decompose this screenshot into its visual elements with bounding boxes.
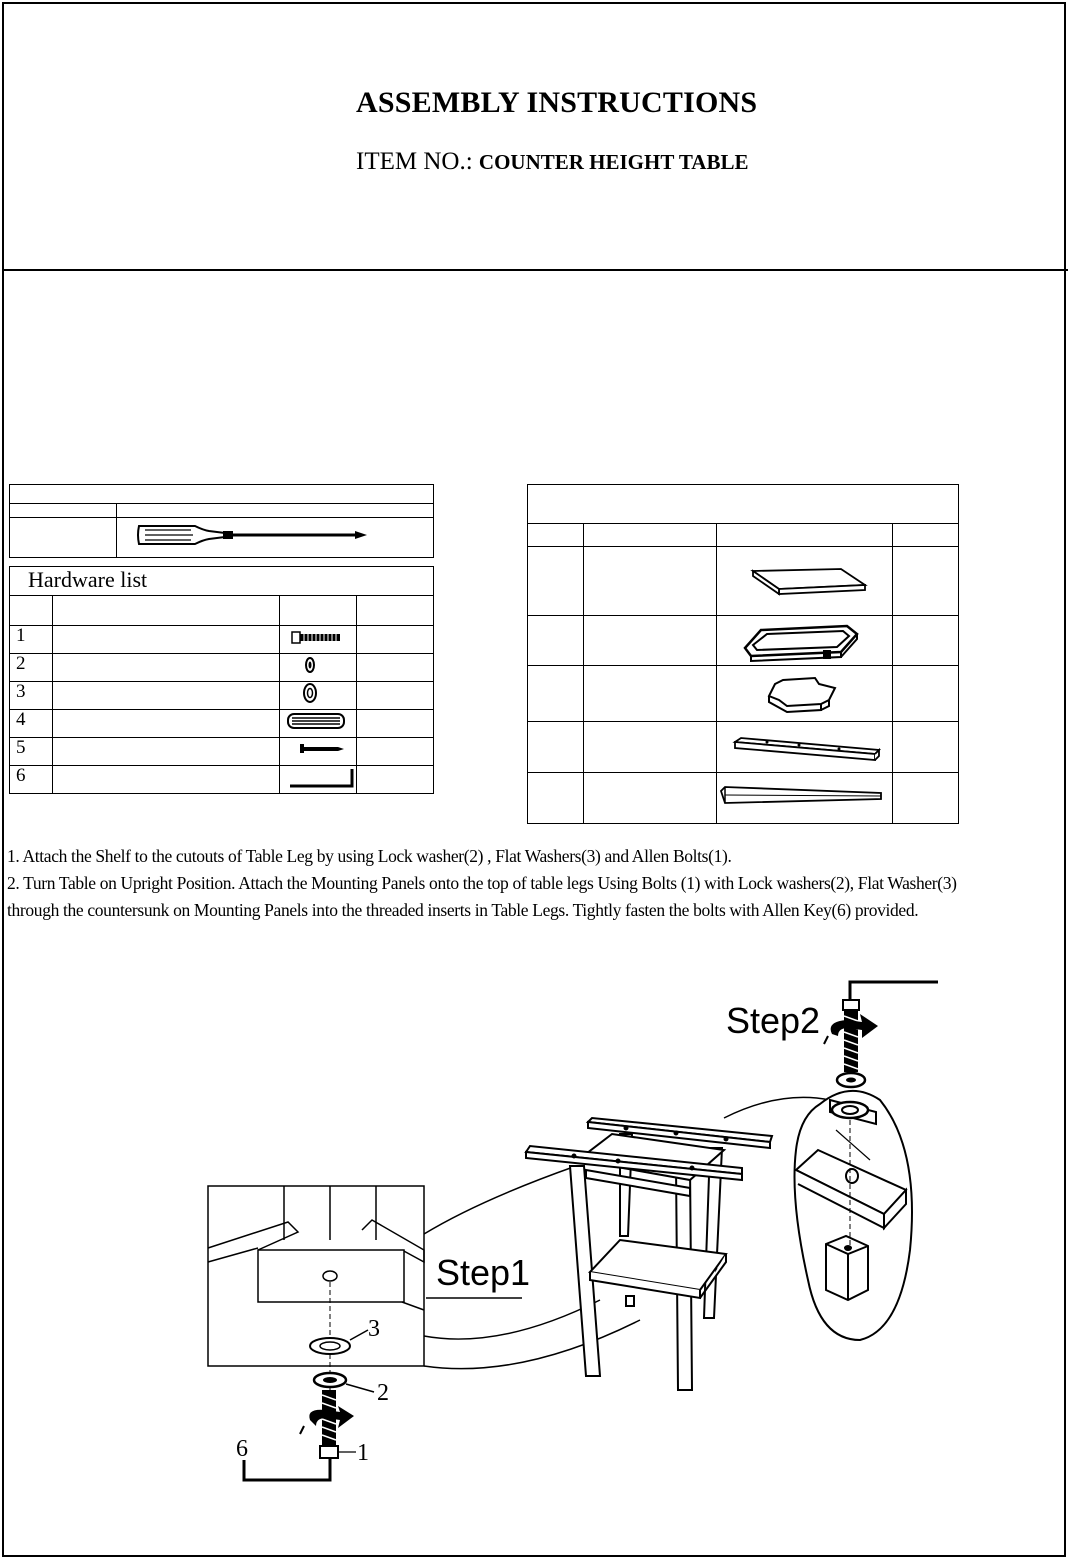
callout-2: 2: [377, 1380, 389, 1406]
hardware-num: 5: [10, 738, 53, 766]
callout-6: 6: [236, 1436, 248, 1462]
item-value: COUNTER HEIGHT TABLE: [478, 150, 749, 174]
hardware-num: 2: [10, 654, 53, 682]
step2-label: Step2: [726, 1000, 821, 1041]
table-assembly: [526, 1118, 772, 1390]
callout-3: 3: [368, 1316, 380, 1342]
hardware-num: 6: [10, 766, 53, 794]
item-label: ITEM NO.:: [356, 148, 473, 175]
instruction-step1: 1. Attach the Shelf to the cutouts of Table Leg by using Lock washer(2) , Flat Washers(3) and Allen Bolts(1).: [7, 846, 732, 866]
hardware-title: Hardware list: [10, 567, 434, 596]
step1-bolt: [244, 1390, 356, 1480]
hardware-num: 3: [10, 682, 53, 710]
hardware-num: 1: [10, 626, 53, 654]
hardware-num: 4: [10, 710, 53, 738]
instruction-step2-line1: 2. Turn Table on Upright Position. Attach the Mounting Panels onto the top of table legs Using Bolts (1) with Lock washers(2), Flat Washer(3): [7, 873, 957, 893]
page-title: ASSEMBLY INSTRUCTIONS: [356, 86, 758, 119]
step2-bolt: [824, 982, 938, 1087]
step1-label: Step1: [436, 1252, 531, 1293]
callout-1: 1: [357, 1440, 369, 1466]
instruction-step2-line2: through the countersunk on Mounting Panels into the threaded inserts in Table Legs. Tightly fasten the bolts with Allen Key(6) provided.: [7, 900, 919, 920]
step2-detail-view: [795, 1091, 913, 1340]
